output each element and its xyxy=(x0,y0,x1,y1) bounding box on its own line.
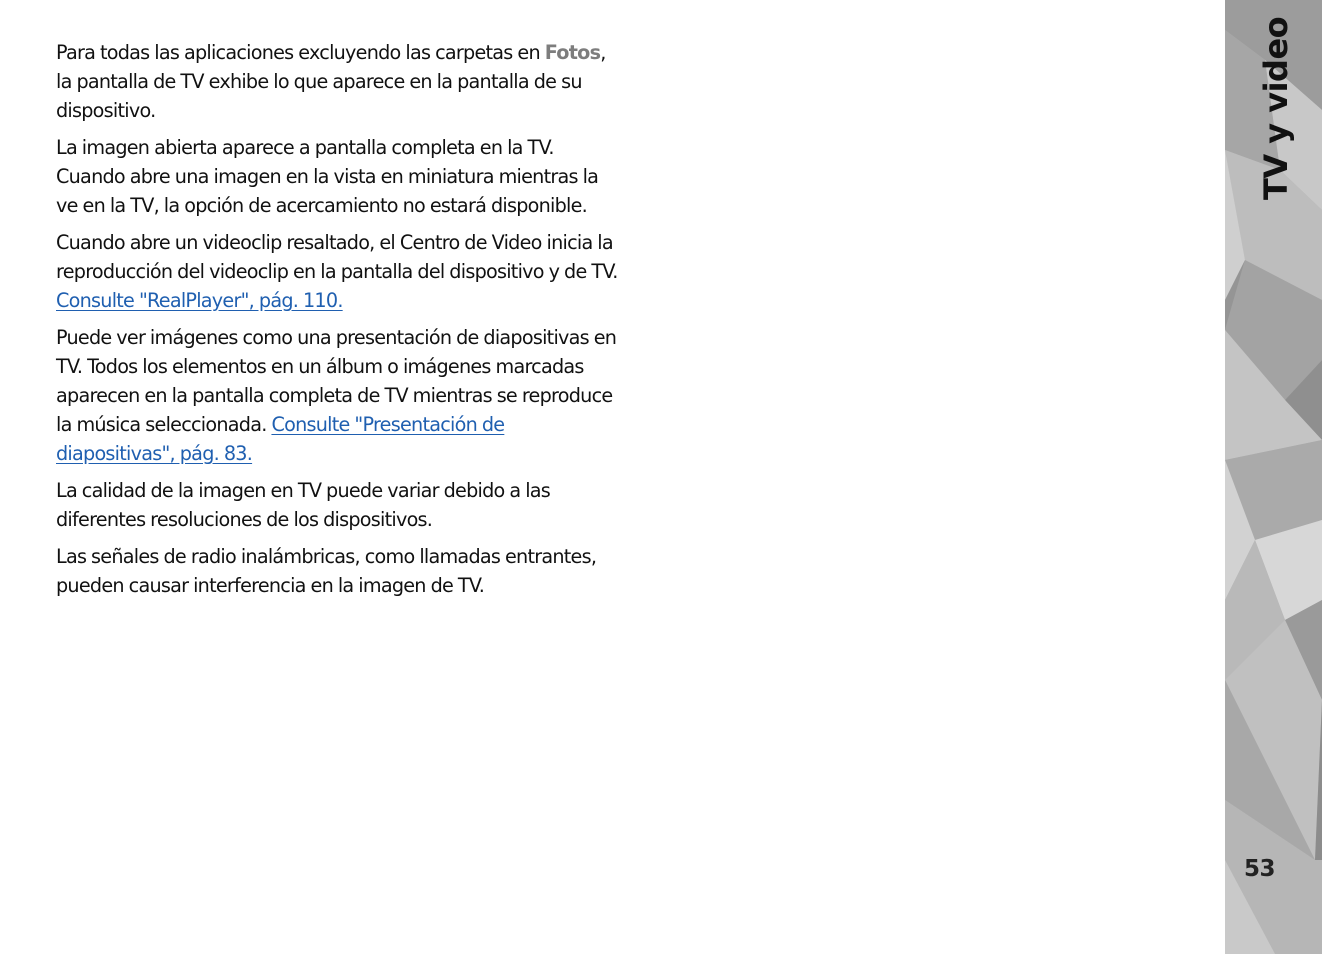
paragraph-text: Para todas las aplicaciones excluyendo las carpetas en xyxy=(56,41,545,64)
paragraph-text: La calidad de la imagen en TV puede variar debido a las diferentes resoluciones de los dispositivos. xyxy=(56,479,551,531)
paragraph-videoclip xyxy=(56,228,622,315)
paragraph-open-image xyxy=(56,133,622,220)
page-number: 53 xyxy=(1244,856,1276,882)
paragraph-text: Puede ver imágenes como una presentación de diapositivas en TV. Todos los elementos en un álbum o imágenes marcadas aparecen en la pantalla completa de TV mientras se reproduce la música seleccionada. xyxy=(56,326,617,436)
document-body xyxy=(56,38,622,608)
section-title: TV y video xyxy=(1257,16,1295,200)
paragraph-text: La imagen abierta aparece a pantalla completa en la TV. Cuando abre una imagen en la vista en miniatura mientras la ve en la TV, la opción de acercamiento no estará disponible. xyxy=(56,136,599,217)
paragraph-text: , la pantalla de TV exhibe lo que aparece en la pantalla de su dispositivo. xyxy=(56,41,606,122)
fotos-app-name: Fotos xyxy=(544,41,601,64)
paragraph-slideshow xyxy=(56,323,622,468)
paragraph-image-quality xyxy=(56,476,622,534)
paragraph-fotos xyxy=(56,38,622,125)
paragraph-text: Cuando abre un videoclip resaltado, el Centro de Video inicia la reproducción del videoclip en la pantalla del dispositivo y de TV. xyxy=(56,231,618,283)
paragraph-text: Las señales de radio inalámbricas, como llamadas entrantes, pueden causar interferencia en la imagen de TV. xyxy=(56,545,597,597)
paragraph-radio-signals xyxy=(56,542,622,600)
slideshow-link[interactable]: Consulte "Presentación de diapositivas", pág. 83. xyxy=(56,413,505,465)
realplayer-link[interactable]: Consulte "RealPlayer", pág. 110. xyxy=(56,289,343,312)
